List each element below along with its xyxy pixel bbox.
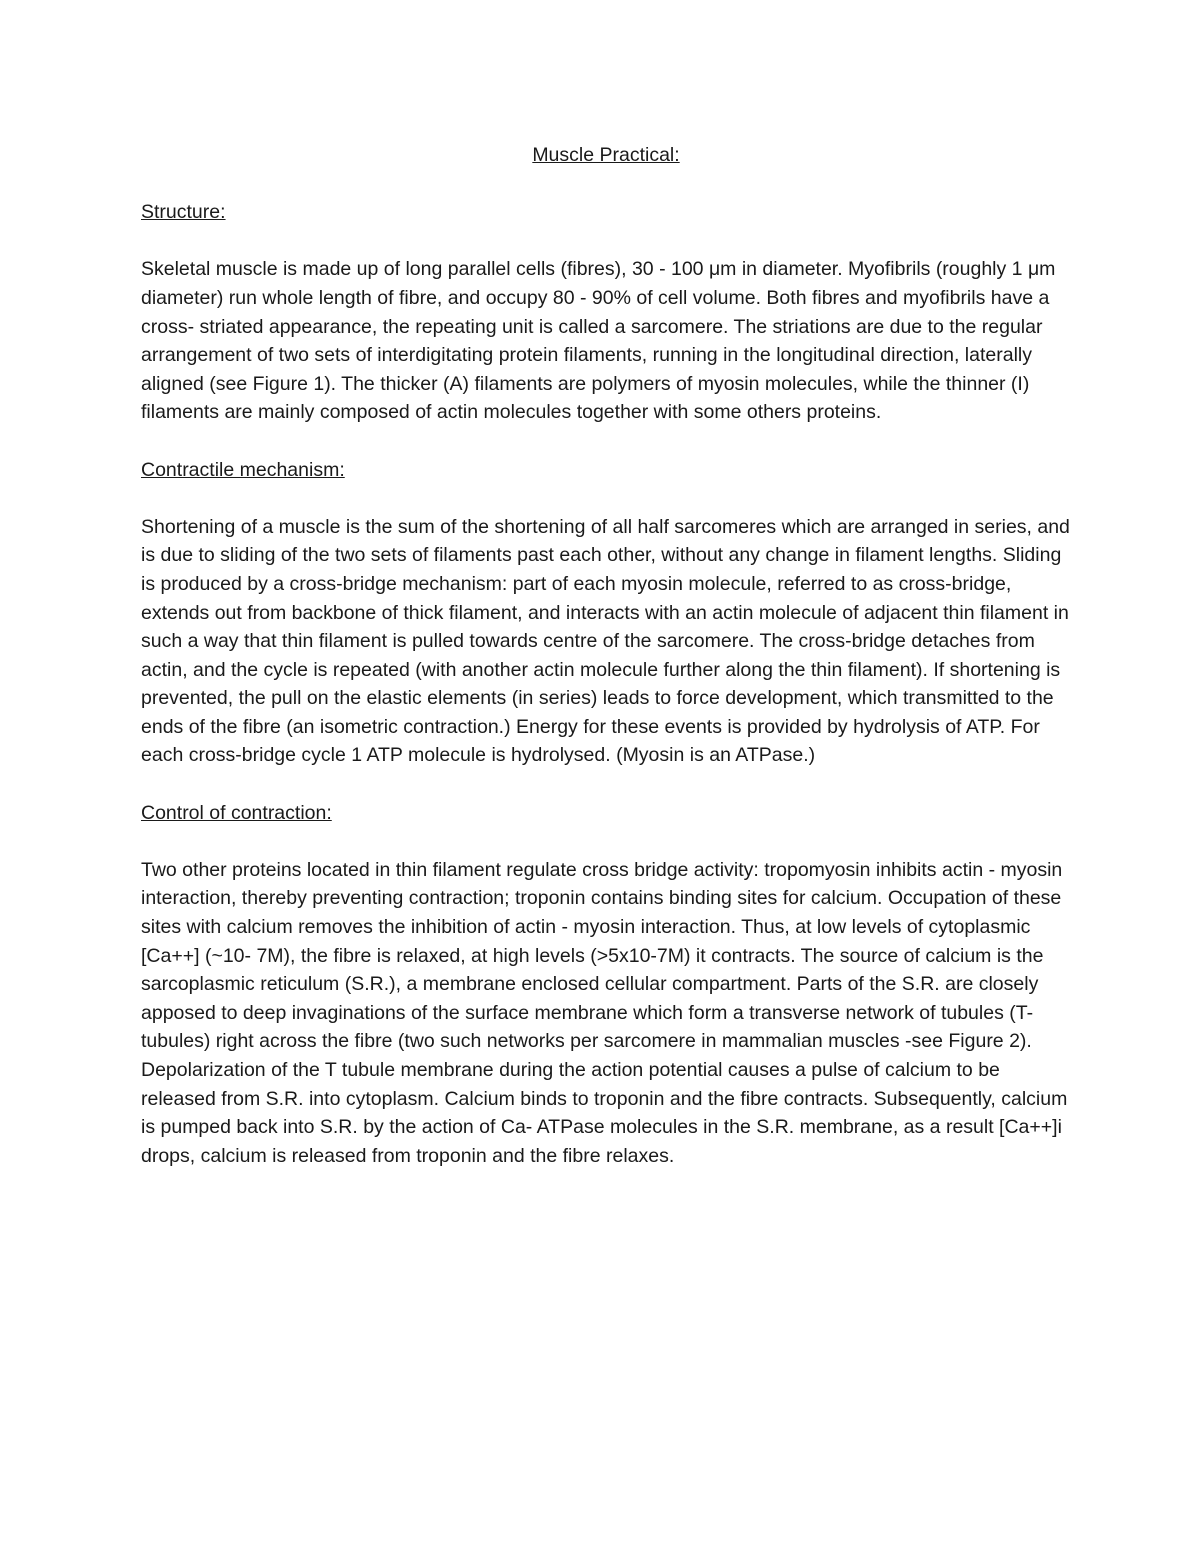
section-body-structure: Skeletal muscle is made up of long parallel cells (fibres), 30 - 100 μm in diameter. Myofibrils (roughly 1 μm diameter) run whole length of fibre, and occupy 80 - 90% of cell volume. Both fibres and myofibrils have a cross- striated appearance, the repeating unit is called a sarcomere. The striations are due to the regular arrangement of two sets of interdigitating protein filaments, running in the longitudinal direction, laterally aligned (see Figure 1). The thicker (A) filaments are polymers of myosin molecules, while the thinner (I) filaments are mainly composed of actin molecules together with some others proteins. (141, 258, 1056, 424)
section-body-control-of-contraction: Two other proteins located in thin filament regulate cross bridge activity: tropomyosin inhibits actin - myosin interaction, thereby preventing contraction; troponin contains binding sites for calcium. Occupation of these sites with calcium removes the inhibition of actin - myosin interaction. Thus, at low levels of cytoplasmic [Ca++] (~10- 7M), the fibre is relaxed, at high levels (>5x10-7M) it contracts. The source of calcium is the sarcoplasmic reticulum (S.R.), a membrane enclosed cellular compartment. Parts of the S.R. are closely apposed to deep invaginations of the surface membrane which form a transverse network of tubules (T-tubules) right across the fibre (two such networks per sarcomere in mammalian muscles -see Figure 2). Depolarization of the T tubule membrane during the action potential causes a pulse of calcium to be released from S.R. into cytoplasm. Calcium binds to troponin and the fibre contracts. Subsequently, calcium is pumped back into S.R. by the action of Ca- ATPase molecules in the S.R. membrane, as a result [Ca++]i drops, calcium is released from troponin and the fibre relaxes. (141, 858, 1068, 1167)
spacer (141, 484, 1071, 513)
spacer (141, 227, 1071, 256)
section-heading-structure: Structure: (141, 201, 226, 224)
section-heading-contractile-mechanism: Contractile mechanism: (141, 458, 345, 481)
spacer (141, 170, 1071, 199)
document-title: Muscle Practical: (532, 144, 680, 166)
spacer (141, 827, 1071, 856)
spacer (141, 770, 1071, 799)
section-body-contractile-mechanism: Shortening of a muscle is the sum of the shortening of all half sarcomeres which are arranged in series, and is due to sliding of the two sets of filaments past each other, without any change in filament lengths. Sliding is produced by a cross-bridge mechanism: part of each myosin molecule, referred to as cross-bridge, extends out from backbone of thick filament, and interacts with an actin molecule of adjacent thin filament in such a way that thin filament is pulled towards centre of the sarcomere. The cross-bridge detaches from actin, and the cycle is repeated (with another actin molecule further along the thin filament). If shortening is prevented, the pull on the elastic elements (in series) leads to force development, which transmitted to the ends of the fibre (an isometric contraction.) Energy for these events is provided by hydrolysis of ATP. For each cross-bridge cycle 1 ATP molecule is hydrolysed. (Myosin is an ATPase.) (141, 515, 1070, 767)
section-heading-control-of-contraction: Control of contraction: (141, 801, 332, 824)
spacer (141, 427, 1071, 456)
document-page (141, 141, 1071, 1170)
